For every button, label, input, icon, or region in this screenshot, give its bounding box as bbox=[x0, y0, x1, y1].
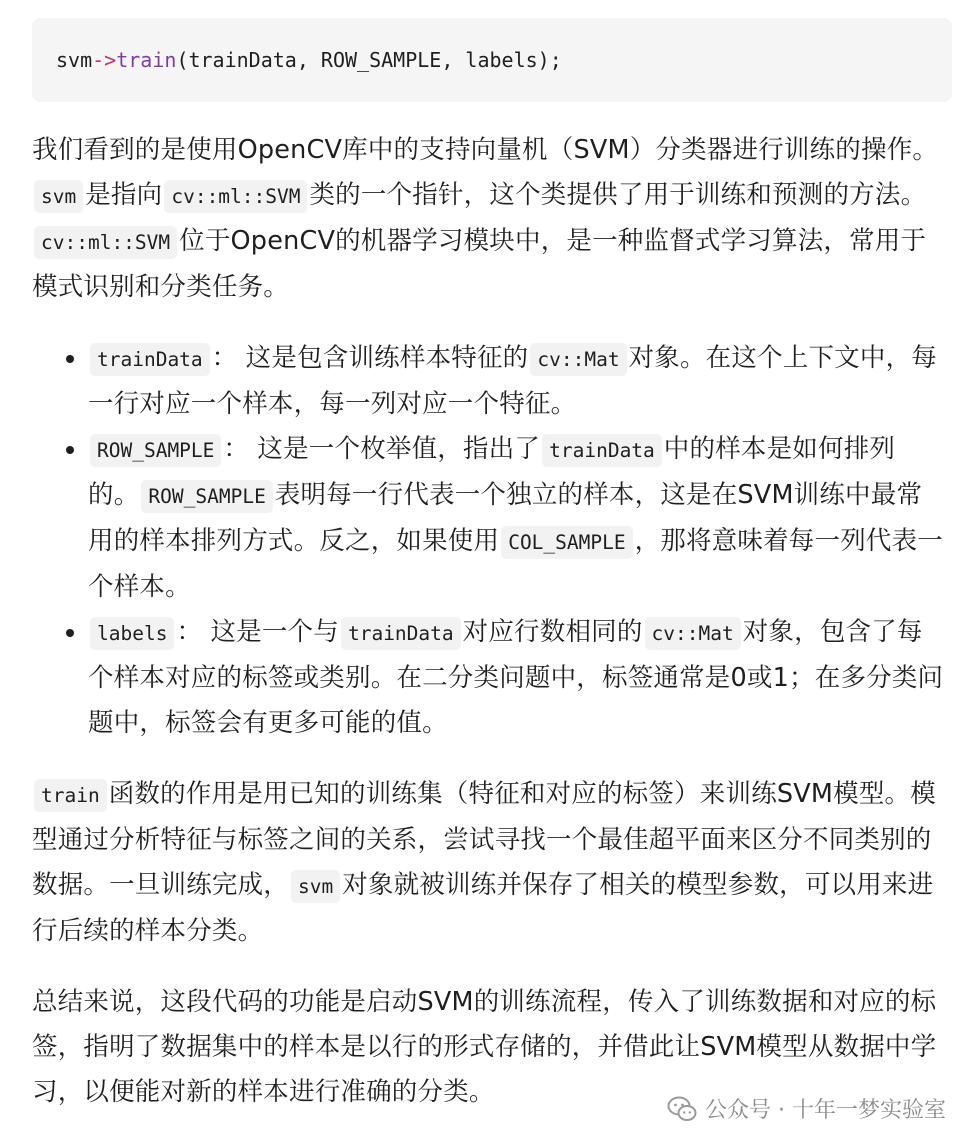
inline-code: trainData bbox=[341, 617, 461, 650]
text: 是指向 bbox=[85, 180, 163, 210]
inline-code: trainData bbox=[542, 434, 662, 467]
text: 中的样本是如何排列的。 bbox=[88, 434, 896, 510]
inline-code: cv::ml::SVM bbox=[164, 180, 307, 213]
inline-code: cv::ml::SVM bbox=[34, 226, 177, 259]
article-body bbox=[32, 128, 944, 1141]
text: 表明每一行代表一个独立的样本，这是在SVM训练中最常用的样本排列方式。反之，如果使用 bbox=[88, 480, 923, 556]
text: 类的一个指针，这个类提供了用于训练和预测的方法。 bbox=[309, 180, 927, 210]
text: 函数的作用是用已知的训练集（特征和对应的标签）来训练SVM模型。模型通过分析特征与标签之间的关系，尝试寻找一个最佳超平面来区分不同类别的数据。一旦训练完成， bbox=[32, 779, 936, 900]
watermark bbox=[667, 1093, 946, 1124]
text: 位于OpenCV的机器学习模块中，是一种监督式学习算法，常用于模式识别和分类任务。 bbox=[32, 226, 927, 302]
paragraph-intro bbox=[32, 128, 944, 310]
code-token-method: train bbox=[116, 48, 177, 72]
inline-code: ROW_SAMPLE bbox=[90, 434, 221, 467]
text: ： 这是一个与 bbox=[176, 617, 339, 647]
text: 对应行数相同的 bbox=[462, 617, 643, 647]
list-item-row-sample bbox=[88, 427, 944, 610]
code-block bbox=[32, 18, 952, 102]
paragraph-train-function bbox=[32, 772, 944, 954]
text: 对象。在这个上下文中，每一行对应一个样本，每一列对应一个特征。 bbox=[88, 343, 937, 419]
text: 对象，包含了每个样本对应的标签或类别。在二分类问题中，标签通常是0或1；在多分类问题中，标签会有更多可能的值。 bbox=[88, 617, 944, 738]
code-token-object: svm bbox=[56, 48, 93, 72]
text: 我们看到的是使用OpenCV库中的支持向量机（SVM）分类器进行训练的操作。 bbox=[32, 135, 939, 165]
text: ，那将意味着每一列代表一个样本。 bbox=[88, 526, 944, 602]
wechat-icon bbox=[667, 1095, 697, 1123]
inline-code: ROW_SAMPLE bbox=[141, 480, 272, 513]
inline-code: labels bbox=[90, 617, 174, 650]
text: ： 这是包含训练样本特征的 bbox=[211, 343, 529, 373]
code-token-args: (trainData, ROW_SAMPLE, labels); bbox=[176, 48, 562, 72]
inline-code: cv::Mat bbox=[530, 343, 626, 376]
watermark-text: 公众号 · 十年一梦实验室 bbox=[705, 1098, 946, 1123]
inline-code: svm bbox=[34, 180, 83, 213]
code-token-arrow: -> bbox=[92, 48, 117, 72]
inline-code: cv::Mat bbox=[645, 617, 741, 650]
text: 总结来说，这段代码的功能是启动SVM的训练流程，传入了训练数据和对应的标签，指明了数据集中的样本是以行的形式存储的，并借此让SVM模型从数据中学习，以便能对新的样本进行准确的分类。 bbox=[32, 987, 937, 1107]
inline-code: train bbox=[34, 779, 107, 812]
text: 对象就被训练并保存了相关的模型参数，可以用来进行后续的样本分类。 bbox=[32, 870, 934, 946]
list-item-labels bbox=[88, 610, 944, 746]
text: ： 这是一个枚举值，指出了 bbox=[223, 434, 541, 464]
inline-code: trainData bbox=[90, 343, 210, 376]
parameter-list bbox=[32, 336, 944, 746]
inline-code: COL_SAMPLE bbox=[501, 526, 632, 559]
inline-code: svm bbox=[291, 870, 340, 903]
list-item-traindata bbox=[88, 336, 944, 427]
